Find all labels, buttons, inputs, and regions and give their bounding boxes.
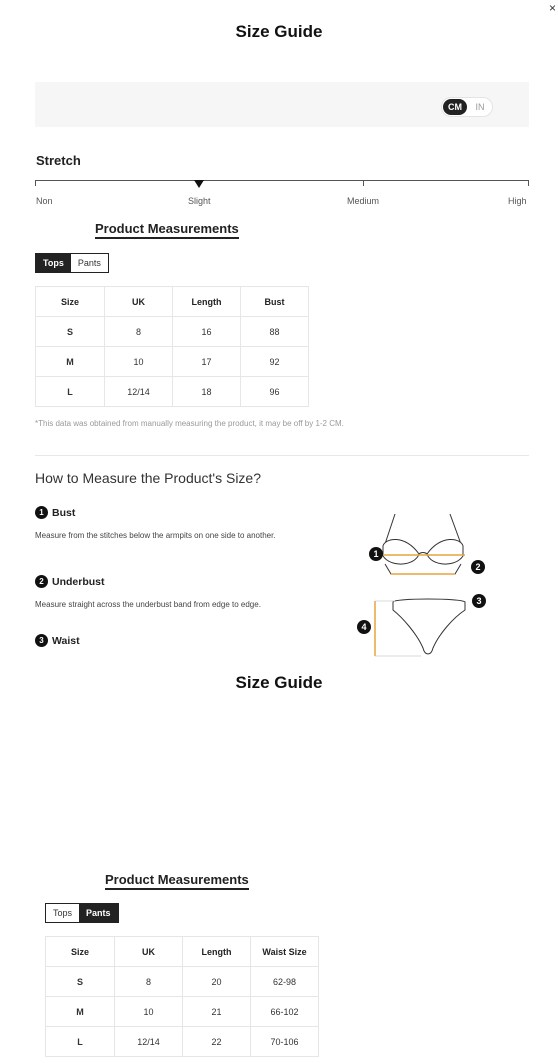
- marker-4-icon: 4: [361, 622, 367, 632]
- table-cell: 22: [183, 1027, 251, 1057]
- number-1-icon: 1: [35, 506, 48, 519]
- measurements-table-2: [45, 936, 319, 1057]
- stretch-label: Stretch: [36, 153, 81, 168]
- unit-in-option[interactable]: IN: [475, 102, 485, 112]
- stretch-pointer-icon: [194, 180, 204, 188]
- measurement-note: *This data was obtained from manually measuring the product, it may be off by 1-2 CM.: [35, 419, 344, 428]
- category-tabs-2: [45, 903, 119, 923]
- measure-bust-heading: [35, 506, 75, 519]
- table-header: Size: [36, 287, 105, 317]
- measure-name: Bust: [52, 506, 76, 519]
- table-header: Length: [183, 937, 251, 967]
- number-3-icon: 3: [35, 634, 48, 647]
- table-cell: 17: [173, 347, 241, 377]
- table-cell: 12/14: [105, 377, 173, 407]
- table-row: [36, 377, 309, 407]
- table-cell: 62-98: [251, 967, 319, 997]
- table-row: [36, 347, 309, 377]
- table-header-row: [46, 937, 319, 967]
- number-2-icon: 2: [35, 575, 48, 588]
- marker-2-icon: 2: [475, 562, 481, 572]
- section-divider: [35, 455, 529, 456]
- bikini-measurement-illustration: [355, 508, 495, 662]
- stretch-tick-medium: [363, 180, 364, 186]
- stretch-tick-non: [35, 180, 36, 186]
- table-row: [46, 1027, 319, 1057]
- tab-tops-2[interactable]: Tops: [46, 904, 79, 922]
- product-measurements-title: Product Measurements: [95, 221, 239, 239]
- table-header: Bust: [241, 287, 309, 317]
- table-header: UK: [115, 937, 183, 967]
- stretch-level-medium: Medium: [347, 196, 380, 206]
- table-cell: 92: [241, 347, 309, 377]
- table-cell: S: [36, 317, 105, 347]
- table-cell: 8: [105, 317, 173, 347]
- table-cell: 8: [115, 967, 183, 997]
- stretch-level-slight: Slight: [188, 196, 211, 206]
- table-header: UK: [105, 287, 173, 317]
- table-cell: 66-102: [251, 997, 319, 1027]
- measure-bust-description: Measure from the stitches below the armpits on one side to another.: [35, 531, 276, 540]
- size-guide-title: Size Guide: [235, 22, 323, 41]
- table-cell: 10: [105, 347, 173, 377]
- table-row: [46, 967, 319, 997]
- measure-underbust-heading: [35, 575, 105, 588]
- table-cell: S: [46, 967, 115, 997]
- table-cell: 88: [241, 317, 309, 347]
- measure-name: Underbust: [52, 575, 105, 588]
- table-cell: 70-106: [251, 1027, 319, 1057]
- table-cell: 18: [173, 377, 241, 407]
- how-to-measure-title: How to Measure the Product's Size?: [35, 470, 262, 486]
- marker-3-icon: 3: [476, 596, 482, 606]
- unit-toggle[interactable]: [441, 97, 493, 117]
- table-cell: M: [46, 997, 115, 1027]
- table-header-row: [36, 287, 309, 317]
- product-measurements-title-2: Product Measurements: [105, 872, 249, 890]
- measurements-table: [35, 286, 309, 407]
- table-cell: 16: [173, 317, 241, 347]
- unit-cm-option[interactable]: CM: [443, 99, 467, 115]
- table-cell: M: [36, 347, 105, 377]
- marker-1-icon: 1: [373, 549, 379, 559]
- tab-pants[interactable]: Pants: [71, 254, 108, 272]
- table-cell: 12/14: [115, 1027, 183, 1057]
- table-cell: L: [36, 377, 105, 407]
- tab-tops[interactable]: Tops: [36, 254, 71, 272]
- table-cell: 21: [183, 997, 251, 1027]
- size-guide-title-2: Size Guide: [235, 673, 323, 692]
- measure-name: Waist: [52, 634, 80, 647]
- table-header: Waist Size: [251, 937, 319, 967]
- stretch-level-non: Non: [36, 196, 53, 206]
- table-cell: 20: [183, 967, 251, 997]
- tab-pants-2[interactable]: Pants: [79, 904, 118, 922]
- measure-underbust-description: Measure straight across the underbust band from edge to edge.: [35, 600, 261, 609]
- table-row: [36, 317, 309, 347]
- stretch-scale: [35, 180, 529, 181]
- table-row: [46, 997, 319, 1027]
- stretch-tick-high: [528, 180, 529, 186]
- stretch-level-high: High: [508, 196, 527, 206]
- category-tabs: [35, 253, 109, 273]
- table-cell: L: [46, 1027, 115, 1057]
- table-cell: 10: [115, 997, 183, 1027]
- table-cell: 96: [241, 377, 309, 407]
- measure-waist-heading: [35, 634, 80, 647]
- table-header: Length: [173, 287, 241, 317]
- close-icon[interactable]: ×: [548, 1, 556, 15]
- table-header: Size: [46, 937, 115, 967]
